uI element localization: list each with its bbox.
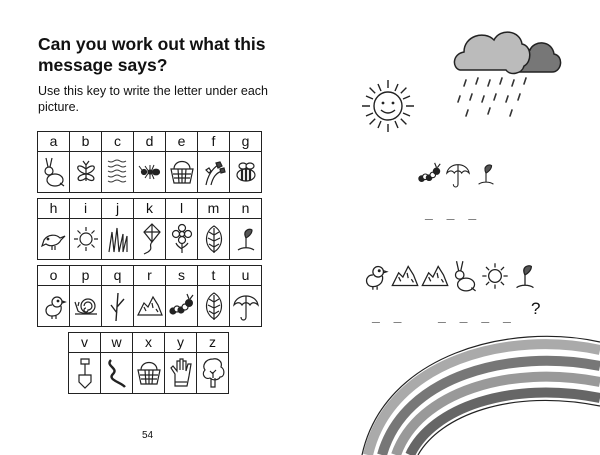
worm-icon (103, 356, 131, 390)
key-letter: o (38, 265, 69, 286)
sprout-icon (473, 158, 499, 190)
rabbit-icon (450, 258, 480, 294)
sprout-icon (232, 222, 260, 256)
key-row-4 (68, 332, 229, 394)
key-cell (70, 131, 102, 193)
umbrella-icon (445, 158, 471, 190)
leaf-icon (200, 289, 228, 323)
key-cell (102, 198, 134, 260)
page-number: 54 (142, 430, 154, 441)
cloud-icon (450, 20, 565, 120)
key-picture (230, 152, 261, 193)
flower-icon (168, 222, 196, 256)
key-cell (38, 265, 70, 327)
key-row-2 (37, 198, 262, 260)
key-row-3 (37, 265, 262, 327)
key-letter: v (69, 332, 100, 353)
key-cell (70, 265, 102, 327)
key-letter: y (165, 332, 196, 353)
key-picture (165, 353, 196, 394)
key-row-1 (37, 131, 262, 193)
chick-icon (360, 258, 390, 294)
key-picture (166, 219, 197, 260)
key-letter: l (166, 198, 197, 219)
key-picture (38, 152, 69, 193)
key-cell (230, 198, 262, 260)
sun-icon (72, 222, 100, 256)
key-picture (102, 219, 133, 260)
puzzle-line-2-blanks-word-1[interactable]: _ _ (372, 308, 402, 324)
key-cell (101, 332, 133, 394)
key-picture (166, 152, 197, 193)
kite-icon (136, 222, 164, 256)
key-picture (198, 152, 229, 193)
key-letter: d (134, 131, 165, 152)
puzzle-line-1-pictures (417, 158, 499, 190)
chick-icon (40, 289, 68, 323)
key-cell (166, 265, 198, 327)
key-letter: q (102, 265, 133, 286)
spade-icon (71, 356, 99, 390)
basket-icon (168, 155, 196, 189)
key-picture (70, 219, 101, 260)
key-picture (102, 286, 133, 327)
key-cell (102, 131, 134, 193)
smiling-sun-icon (358, 76, 418, 136)
key-cell (198, 198, 230, 260)
bee-icon (232, 155, 260, 189)
key-cell (133, 332, 165, 394)
key-letter: h (38, 198, 69, 219)
butterfly-icon (72, 155, 100, 189)
twig-icon (104, 289, 132, 323)
key-letter: c (102, 131, 133, 152)
question-mark: ? (531, 299, 541, 318)
key-letter: n (230, 198, 261, 219)
key-letter: s (166, 265, 197, 286)
bush-icon (420, 258, 450, 294)
key-cell (166, 198, 198, 260)
key-cell (134, 131, 166, 193)
ant-icon (136, 155, 164, 189)
key-letter: m (198, 198, 229, 219)
key-letter: g (230, 131, 261, 152)
key-letter: p (70, 265, 101, 286)
key-letter: z (197, 332, 228, 353)
flowers-icon (200, 155, 228, 189)
leaf-icon (200, 222, 228, 256)
key-letter: a (38, 131, 69, 152)
instructions-text: Use this key to write the letter under each picture. (38, 84, 268, 114)
puzzle-line-2-blanks-word-2[interactable]: _ _ _ _ (438, 308, 511, 324)
bush-icon (136, 289, 164, 323)
key-letter: r (134, 265, 165, 286)
key-picture (197, 353, 228, 394)
key-cell (230, 265, 262, 327)
bush-icon (390, 258, 420, 294)
key-cell (102, 265, 134, 327)
key-cell (70, 198, 102, 260)
key-letter: j (102, 198, 133, 219)
puzzle-scene (300, 0, 600, 455)
umbrella-icon (232, 289, 260, 323)
caterpillar-icon (417, 158, 443, 190)
key-cell (38, 131, 70, 193)
key-picture (102, 152, 133, 193)
key-picture (230, 219, 261, 260)
key-picture (166, 286, 197, 327)
key-letter: x (133, 332, 164, 353)
sprout-icon (510, 258, 540, 294)
puzzle-line-1-blanks[interactable]: _ _ _ (425, 205, 477, 221)
key-letter: t (198, 265, 229, 286)
key-picture (69, 353, 100, 394)
puzzle-line-2-pictures (360, 258, 540, 294)
bird-icon (40, 222, 68, 256)
snail-icon (72, 289, 100, 323)
caterpillar-icon (168, 289, 196, 323)
key-picture (198, 219, 229, 260)
key-picture (134, 152, 165, 193)
key-letter: e (166, 131, 197, 152)
glove-icon (167, 356, 195, 390)
key-cell (230, 131, 262, 193)
key-picture (133, 353, 164, 394)
key-cell (198, 131, 230, 193)
key-letter: u (230, 265, 261, 286)
key-cell (69, 332, 101, 394)
key-cell (134, 265, 166, 327)
key-cell (166, 131, 198, 193)
key-picture (70, 286, 101, 327)
key-cell (38, 198, 70, 260)
tree-icon (199, 356, 227, 390)
key-picture (134, 219, 165, 260)
key-picture (198, 286, 229, 327)
key-picture (38, 219, 69, 260)
rabbit-icon (40, 155, 68, 189)
key-picture (230, 286, 261, 327)
texture-icon (104, 155, 132, 189)
key-picture (101, 353, 132, 394)
key-cell (134, 198, 166, 260)
key-letter: b (70, 131, 101, 152)
key-letter: w (101, 332, 132, 353)
key-letter: f (198, 131, 229, 152)
key-picture (70, 152, 101, 193)
key-picture (134, 286, 165, 327)
key-letter: i (70, 198, 101, 219)
key-cell (198, 265, 230, 327)
page-title: Can you work out what this message says? (38, 34, 266, 75)
key-cell (165, 332, 197, 394)
key-picture (38, 286, 69, 327)
key-letter: k (134, 198, 165, 219)
rainbow-icon (360, 330, 600, 455)
key-cell (197, 332, 229, 394)
sun-icon (480, 258, 510, 294)
basket-icon (135, 356, 163, 390)
grass-icon (104, 222, 132, 256)
